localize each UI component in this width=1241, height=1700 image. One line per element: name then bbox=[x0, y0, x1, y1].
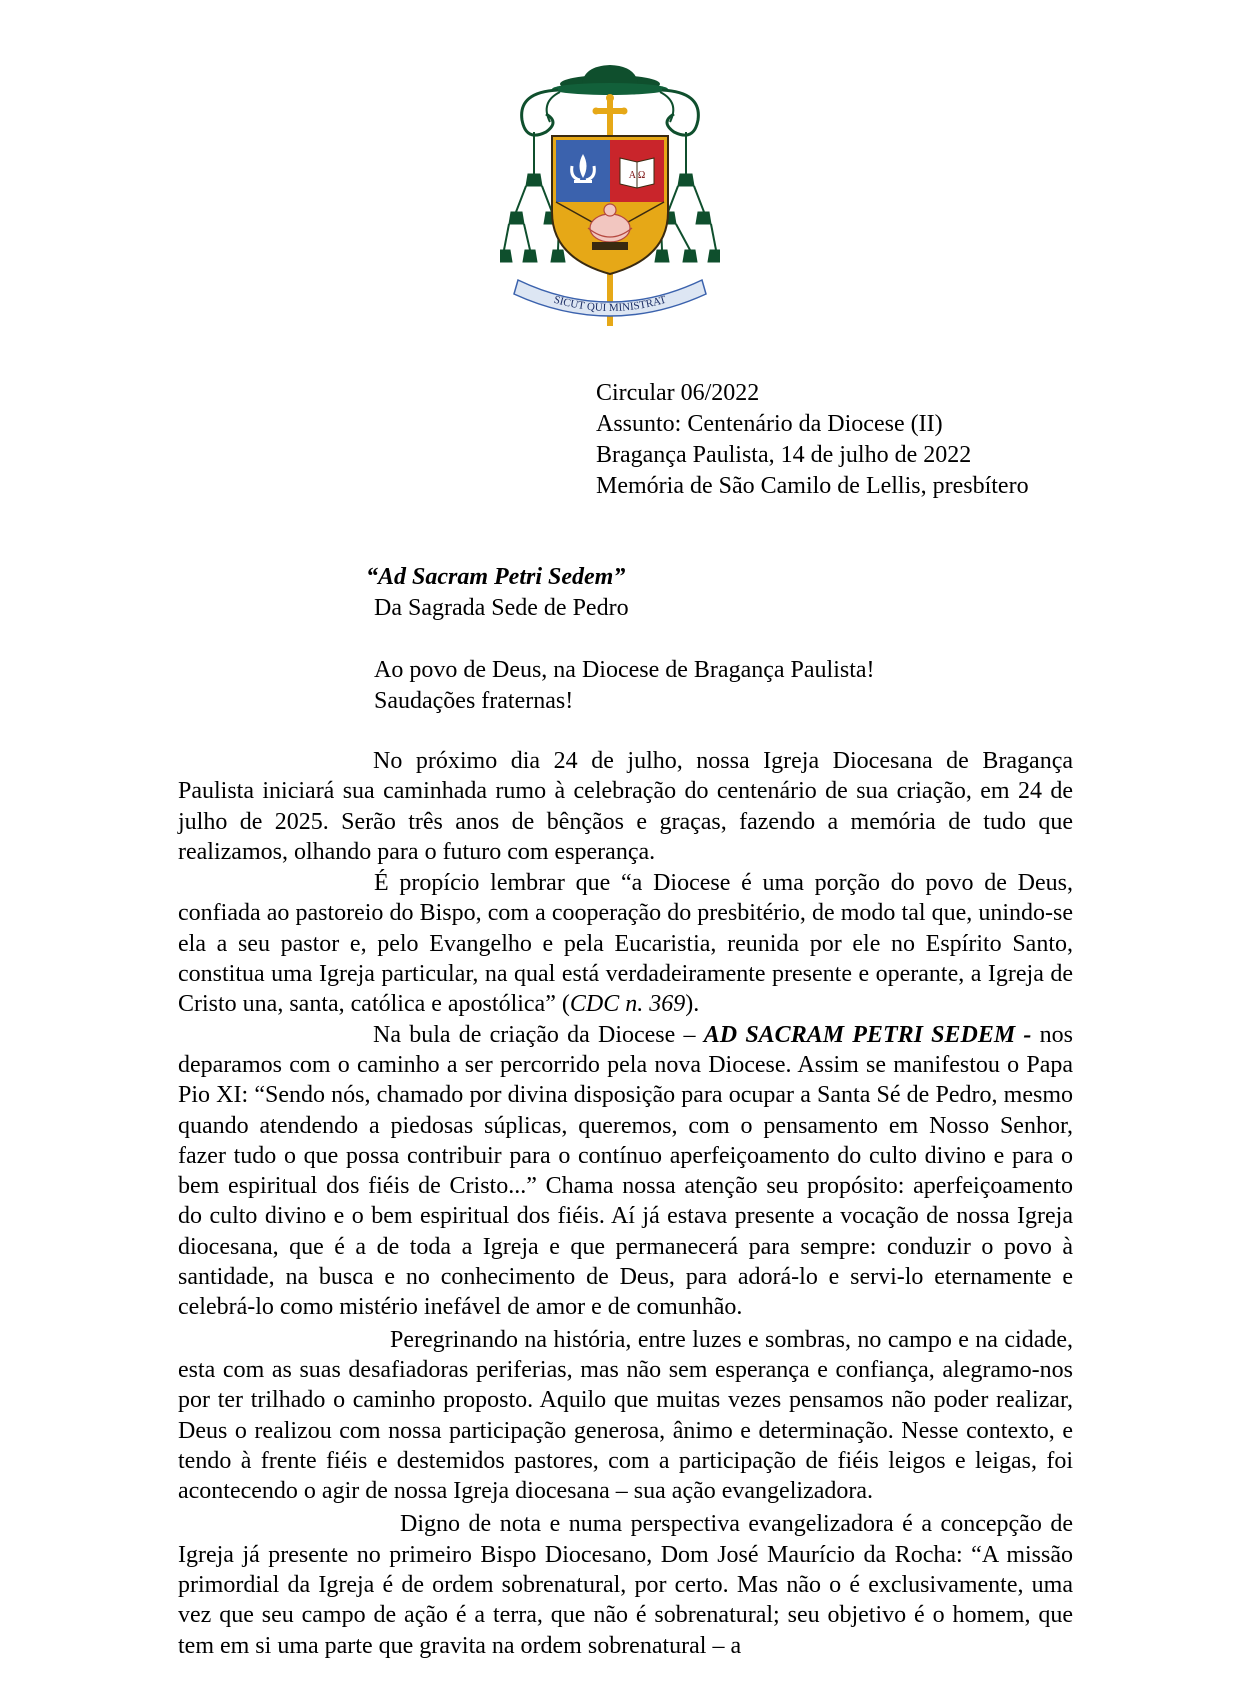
paragraph-text: nos deparamos com o caminho a ser percorrido pela nova Diocese. Assim se manifestou o Papa Pio XI: “Sendo nós, chamado por divina disposição para ocupar a Santa Sé de Pedro, mesmo quando atendendo a piedosas súplicas, queremos, com o pensamento em Nosso Senhor, fazer tudo o que possa contribuir para o contínuo aperfeiçoamento do culto divino e para o bem espiritual dos fiéis de Cristo...” Chama nossa atenção seu propósito: aperfeiçoamento do culto divino e o bem espiritual dos fiéis. Aí já estava presente a vocação de nossa Igreja diocesana, que é a de toda a Igreja e que permanecerá para sempre: conduzir o povo à santidade, na busca e no conhecimento de Deus, para adorá-lo e servi-lo eternamente e celebrá-lo como mistério inefável de amor e de comunhão. bbox=[178, 1021, 1074, 1321]
letter-body bbox=[178, 746, 1073, 1661]
latin-title: “Ad Sacram Petri Sedem” bbox=[366, 564, 626, 590]
book-letters-text: A Ω bbox=[628, 170, 646, 181]
coat-of-arms-emblem bbox=[500, 62, 720, 332]
bull-title: AD SACRAM PETRI SEDEM - bbox=[703, 1021, 1032, 1048]
memorial-line: Memória de São Camilo de Lellis, presbítero bbox=[596, 473, 1029, 499]
paragraph bbox=[178, 868, 1073, 1019]
paragraph bbox=[178, 1020, 1073, 1323]
paragraph-text: É propício lembrar que “a Diocese é uma porção do povo de Deus, confiada ao pastoreio do Bispo, com a cooperação do presbitério, de modo tal que, unindo-se ela a seu pastor e, pelo Evangelho e pela Eucaristia, reunida por ele no Espírito Santo, constitua uma Igreja particular, na qual está verdadeiramente presente e operante, a Igreja de Cristo una, santa, católica e apostólica” ( bbox=[178, 870, 1073, 1018]
paragraph bbox=[178, 1509, 1073, 1660]
paragraph bbox=[178, 746, 1073, 867]
circular-number: Circular 06/2022 bbox=[596, 380, 760, 406]
subject-line: Assunto: Centenário da Diocese (II) bbox=[596, 411, 943, 437]
paragraph-text: Na bula de criação da Diocese – bbox=[373, 1021, 704, 1048]
paragraph-text: No próximo dia 24 de julho, nossa Igreja Diocesana de Bragança Paulista iniciará sua caminhada rumo à celebração do centenário de sua criação, em 24 de julho de 2025. Serão três anos de bênçãos e graças, fazendo a memória de tudo que realizamos, olhando para o futuro com esperança. bbox=[178, 748, 1073, 865]
circular-header bbox=[596, 378, 1029, 502]
place-date-line: Bragança Paulista, 14 de julho de 2022 bbox=[596, 442, 972, 468]
intro-block bbox=[366, 562, 875, 717]
title-translation: Da Sagrada Sede de Pedro bbox=[374, 595, 629, 621]
greeting-line: Ao povo de Deus, na Diocese de Bragança Paulista! bbox=[374, 657, 875, 683]
salutation-line: Saudações fraternas! bbox=[374, 688, 574, 714]
paragraph-text: Digno de nota e numa perspectiva evangelizadora é a concepção de Igreja já presente no primeiro Bispo Diocesano, Dom José Maurício da Rocha: “A missão primordial da Igreja é de ordem sobrenatural, por certo. Mas não o é exclusivamente, uma vez que seu campo de ação é a terra, que não é sobrenatural; seu objetivo é o homem, que tem em si uma parte que gravita na ordem sobrenatural – a bbox=[178, 1511, 1073, 1659]
paragraph-text: ). bbox=[685, 991, 700, 1018]
paragraph-text: Peregrinando na história, entre luzes e sombras, no campo e na cidade, esta com as suas desafiadoras periferias, mas não sem esperança e confiança, alegramo-nos por ter trilhado o caminho proposto. Aquilo que muitas vezes pensamos não poder realizar, Deus o realizou com nossa participação generosa, ânimo e determinação. Nesse contexto, e tendo à frente fiéis e destemidos pastores, com a participação de fiéis leigos e leigas, foi acontecendo o agir de nossa Igreja diocesana – sua ação evangelizadora. bbox=[178, 1326, 1073, 1505]
canon-reference: CDC n. 369 bbox=[569, 991, 686, 1018]
paragraph bbox=[178, 1325, 1073, 1507]
motto-text: SICUT QUI MINISTRAT bbox=[552, 293, 668, 315]
